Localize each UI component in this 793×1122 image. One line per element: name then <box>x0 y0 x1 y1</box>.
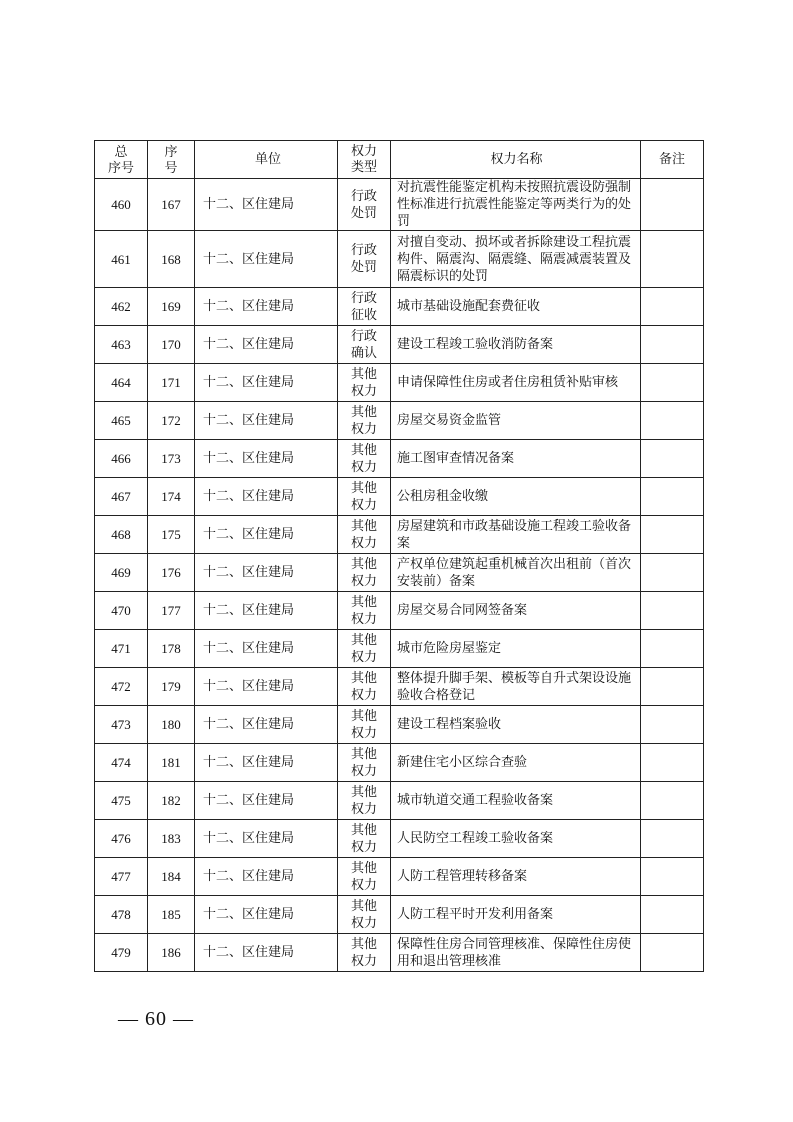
table-row <box>95 231 704 288</box>
unit-cell: 十二、区住建局 <box>195 744 338 782</box>
total-number-cell: 466 <box>95 440 148 478</box>
header-unit: 单位 <box>195 141 338 179</box>
power-type-cell: 其他 权力 <box>338 668 391 706</box>
remarks-cell <box>641 630 704 668</box>
total-number-cell: 478 <box>95 896 148 934</box>
total-number-cell: 464 <box>95 364 148 402</box>
sequence-number-cell: 175 <box>148 516 195 554</box>
table-row <box>95 288 704 326</box>
power-name-cell: 房屋建筑和市政基础设施工程竣工验收备案 <box>391 516 641 554</box>
power-type-cell: 其他 权力 <box>338 782 391 820</box>
remarks-cell <box>641 782 704 820</box>
sequence-number-cell: 181 <box>148 744 195 782</box>
header-total-number: 总 序号 <box>95 141 148 179</box>
sequence-number-cell: 172 <box>148 402 195 440</box>
table-row <box>95 592 704 630</box>
power-name-cell: 新建住宅小区综合查验 <box>391 744 641 782</box>
total-number-cell: 467 <box>95 478 148 516</box>
total-number-cell: 462 <box>95 288 148 326</box>
total-number-cell: 465 <box>95 402 148 440</box>
power-type-cell: 其他 权力 <box>338 478 391 516</box>
remarks-cell <box>641 858 704 896</box>
total-number-cell: 469 <box>95 554 148 592</box>
unit-cell: 十二、区住建局 <box>195 326 338 364</box>
table-row <box>95 782 704 820</box>
table-row <box>95 326 704 364</box>
header-power-name: 权力名称 <box>391 141 641 179</box>
total-number-cell: 474 <box>95 744 148 782</box>
power-name-cell: 人防工程平时开发利用备案 <box>391 896 641 934</box>
power-type-cell: 其他 权力 <box>338 592 391 630</box>
power-list-table <box>94 140 704 972</box>
unit-cell: 十二、区住建局 <box>195 516 338 554</box>
remarks-cell <box>641 744 704 782</box>
unit-cell: 十二、区住建局 <box>195 554 338 592</box>
header-sequence-number: 序 号 <box>148 141 195 179</box>
power-name-cell: 对擅自变动、损坏或者拆除建设工程抗震构件、隔震沟、隔震缝、隔震减震装置及隔震标识的处罚 <box>391 231 641 288</box>
sequence-number-cell: 179 <box>148 668 195 706</box>
unit-cell: 十二、区住建局 <box>195 668 338 706</box>
total-number-cell: 463 <box>95 326 148 364</box>
power-type-cell: 行政 处罚 <box>338 231 391 288</box>
total-number-cell: 470 <box>95 592 148 630</box>
table-row <box>95 820 704 858</box>
unit-cell: 十二、区住建局 <box>195 478 338 516</box>
total-number-cell: 477 <box>95 858 148 896</box>
power-name-cell: 人防工程管理转移备案 <box>391 858 641 896</box>
sequence-number-cell: 170 <box>148 326 195 364</box>
total-number-cell: 468 <box>95 516 148 554</box>
sequence-number-cell: 180 <box>148 706 195 744</box>
total-number-cell: 472 <box>95 668 148 706</box>
header-power-type: 权力 类型 <box>338 141 391 179</box>
sequence-number-cell: 178 <box>148 630 195 668</box>
unit-cell: 十二、区住建局 <box>195 782 338 820</box>
total-number-cell: 460 <box>95 179 148 231</box>
power-type-cell: 行政 确认 <box>338 326 391 364</box>
sequence-number-cell: 183 <box>148 820 195 858</box>
remarks-cell <box>641 516 704 554</box>
sequence-number-cell: 177 <box>148 592 195 630</box>
power-type-cell: 其他 权力 <box>338 440 391 478</box>
power-name-cell: 施工图审查情况备案 <box>391 440 641 478</box>
sequence-number-cell: 168 <box>148 231 195 288</box>
power-type-cell: 其他 权力 <box>338 630 391 668</box>
sequence-number-cell: 176 <box>148 554 195 592</box>
sequence-number-cell: 182 <box>148 782 195 820</box>
sequence-number-cell: 174 <box>148 478 195 516</box>
table-row <box>95 516 704 554</box>
power-name-cell: 产权单位建筑起重机械首次出租前（首次安装前）备案 <box>391 554 641 592</box>
table-row <box>95 706 704 744</box>
table-body <box>95 179 704 972</box>
sequence-number-cell: 169 <box>148 288 195 326</box>
unit-cell: 十二、区住建局 <box>195 896 338 934</box>
page-number: — 60 — <box>118 1008 194 1030</box>
remarks-cell <box>641 288 704 326</box>
table-row <box>95 402 704 440</box>
remarks-cell <box>641 592 704 630</box>
power-type-cell: 其他 权力 <box>338 820 391 858</box>
remarks-cell <box>641 554 704 592</box>
unit-cell: 十二、区住建局 <box>195 179 338 231</box>
power-name-cell: 对抗震性能鉴定机构未按照抗震设防强制性标准进行抗震性能鉴定等两类行为的处罚 <box>391 179 641 231</box>
power-name-cell: 申请保障性住房或者住房租赁补贴审核 <box>391 364 641 402</box>
remarks-cell <box>641 706 704 744</box>
total-number-cell: 471 <box>95 630 148 668</box>
power-type-cell: 其他 权力 <box>338 706 391 744</box>
power-type-cell: 其他 权力 <box>338 364 391 402</box>
power-type-cell: 其他 权力 <box>338 934 391 972</box>
unit-cell: 十二、区住建局 <box>195 820 338 858</box>
total-number-cell: 475 <box>95 782 148 820</box>
remarks-cell <box>641 896 704 934</box>
power-type-cell: 其他 权力 <box>338 858 391 896</box>
power-name-cell: 房屋交易合同网签备案 <box>391 592 641 630</box>
remarks-cell <box>641 820 704 858</box>
table-row <box>95 440 704 478</box>
sequence-number-cell: 185 <box>148 896 195 934</box>
power-type-cell: 其他 权力 <box>338 402 391 440</box>
power-name-cell: 城市危险房屋鉴定 <box>391 630 641 668</box>
remarks-cell <box>641 326 704 364</box>
unit-cell: 十二、区住建局 <box>195 231 338 288</box>
power-name-cell: 房屋交易资金监管 <box>391 402 641 440</box>
remarks-cell <box>641 478 704 516</box>
remarks-cell <box>641 934 704 972</box>
unit-cell: 十二、区住建局 <box>195 934 338 972</box>
table-row <box>95 554 704 592</box>
sequence-number-cell: 171 <box>148 364 195 402</box>
remarks-cell <box>641 364 704 402</box>
table-row <box>95 896 704 934</box>
power-name-cell: 建设工程竣工验收消防备案 <box>391 326 641 364</box>
table-row <box>95 668 704 706</box>
total-number-cell: 473 <box>95 706 148 744</box>
power-name-cell: 公租房租金收缴 <box>391 478 641 516</box>
unit-cell: 十二、区住建局 <box>195 858 338 896</box>
power-type-cell: 其他 权力 <box>338 554 391 592</box>
power-name-cell: 整体提升脚手架、模板等自升式架设设施验收合格登记 <box>391 668 641 706</box>
remarks-cell <box>641 402 704 440</box>
table-row <box>95 478 704 516</box>
unit-cell: 十二、区住建局 <box>195 630 338 668</box>
table-row <box>95 179 704 231</box>
table-row <box>95 364 704 402</box>
header-remarks: 备注 <box>641 141 704 179</box>
remarks-cell <box>641 231 704 288</box>
table-header-row <box>95 141 704 179</box>
unit-cell: 十二、区住建局 <box>195 592 338 630</box>
unit-cell: 十二、区住建局 <box>195 706 338 744</box>
remarks-cell <box>641 440 704 478</box>
power-name-cell: 人民防空工程竣工验收备案 <box>391 820 641 858</box>
table-row <box>95 858 704 896</box>
power-type-cell: 行政 处罚 <box>338 179 391 231</box>
power-type-cell: 其他 权力 <box>338 744 391 782</box>
unit-cell: 十二、区住建局 <box>195 364 338 402</box>
sequence-number-cell: 184 <box>148 858 195 896</box>
power-name-cell: 城市轨道交通工程验收备案 <box>391 782 641 820</box>
power-name-cell: 保障性住房合同管理核准、保障性住房使用和退出管理核准 <box>391 934 641 972</box>
table-row <box>95 934 704 972</box>
sequence-number-cell: 167 <box>148 179 195 231</box>
power-type-cell: 其他 权力 <box>338 896 391 934</box>
unit-cell: 十二、区住建局 <box>195 440 338 478</box>
power-type-cell: 行政 征收 <box>338 288 391 326</box>
sequence-number-cell: 173 <box>148 440 195 478</box>
sequence-number-cell: 186 <box>148 934 195 972</box>
total-number-cell: 479 <box>95 934 148 972</box>
power-type-cell: 其他 权力 <box>338 516 391 554</box>
unit-cell: 十二、区住建局 <box>195 402 338 440</box>
power-name-cell: 城市基础设施配套费征收 <box>391 288 641 326</box>
power-name-cell: 建设工程档案验收 <box>391 706 641 744</box>
table-row <box>95 630 704 668</box>
total-number-cell: 476 <box>95 820 148 858</box>
unit-cell: 十二、区住建局 <box>195 288 338 326</box>
table-row <box>95 744 704 782</box>
remarks-cell <box>641 668 704 706</box>
total-number-cell: 461 <box>95 231 148 288</box>
remarks-cell <box>641 179 704 231</box>
